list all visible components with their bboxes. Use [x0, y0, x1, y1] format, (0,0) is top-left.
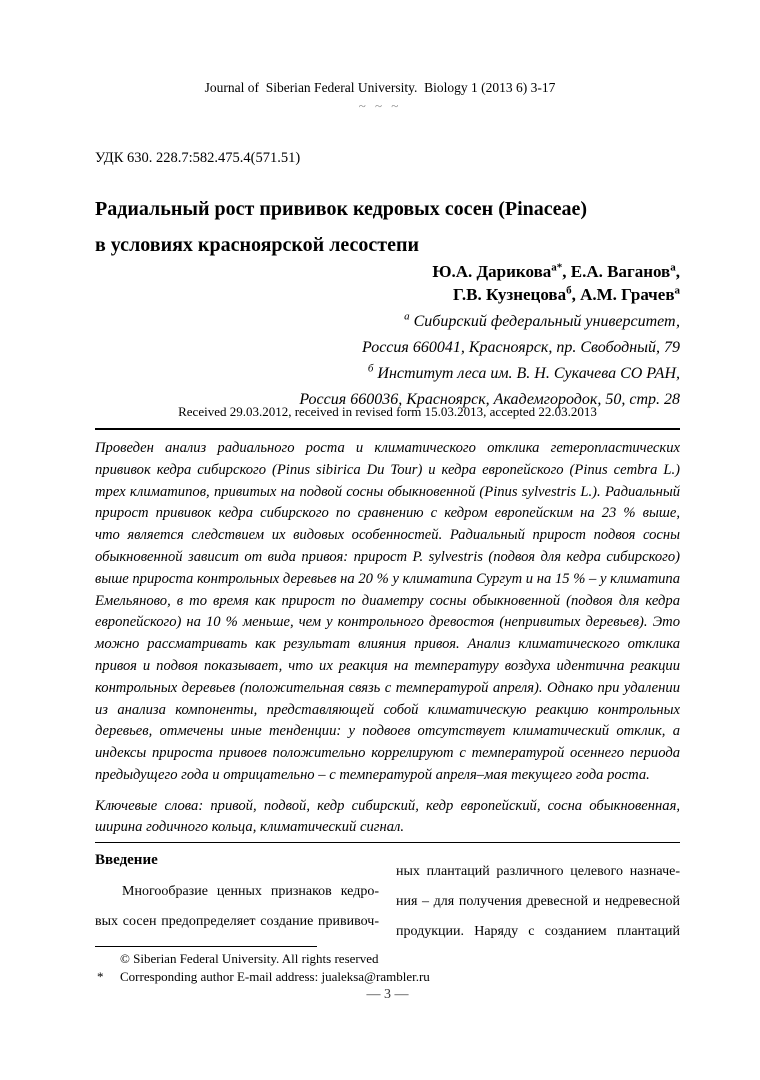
- abstract-line: предыдущего года и отрицательно – с температурой апреля–мая текущего года роста.: [95, 766, 650, 783]
- author-affiliation-mark: а: [674, 284, 680, 297]
- body-text-line: Многообразие ценных признаков кедро-: [122, 884, 379, 899]
- body-text-line: ния – для получения древесной и недревесной: [396, 894, 680, 909]
- abstract-line: Проведен анализ радиального роста и климатического отклика гетеропластических: [95, 440, 680, 456]
- abstract-line: из анализа компоненты, представляющей собой климатическую реакцию контрольных: [95, 701, 680, 718]
- affiliation-line: [95, 361, 680, 387]
- affiliation-text: Институт леса им. В. Н. Сукачева СО РАН,: [377, 365, 680, 382]
- abstract-line: трех климатипов, привитых на подвой сосны обыкновенной (Pinus sylvestris L.). Радиальный: [95, 483, 680, 500]
- page-number: — 3 —: [366, 987, 409, 1002]
- footnote-asterisk: *: [97, 969, 104, 984]
- abstract-line: обыкновенной зависит от вида привоя: прирост P. sylvestris (подвоя для кедра сибирского): [95, 548, 680, 565]
- abstract-line: деревьев, отмечены иные тенденции: у подвоев отсутствует климатический отклик, а: [95, 723, 680, 740]
- copyright-notice: © Siberian Federal University. All rights reserved: [120, 951, 379, 966]
- author-name: А.М. Грачев: [580, 285, 675, 304]
- udc-code: УДК 630. 228.7:582.475.4(571.51): [95, 150, 301, 166]
- article-title: [95, 191, 680, 263]
- affiliation-line: Россия 660036, Красноярск, Академгородок, 50, стр. 28: [299, 391, 680, 408]
- abstract: [95, 428, 680, 787]
- author-affiliation-mark: б: [566, 284, 572, 297]
- authors-line2: [95, 283, 680, 306]
- author-affiliation-mark: а: [670, 261, 676, 274]
- affiliation-mark: б: [367, 362, 374, 375]
- keywords-line: Ключевые слова: привой, подвой, кедр сибирский, кедр европейский, сосна обыкновенная,: [95, 798, 680, 814]
- abstract-line: привоя и подвоя показывает, что их реакция на температуру воздуха идентична реакции: [95, 657, 680, 674]
- author-name: Е.А. Ваганов: [570, 262, 671, 281]
- abstract-line: прирост прививок кедра сибирского по сравнению с кедром европейским на 23 % выше,: [95, 505, 680, 522]
- intro-column-left: [95, 852, 379, 937]
- abstract-line: контрольных деревьев (положительная связь с температурой апреля). Однако при удалении: [95, 679, 680, 696]
- article-title-line2: в условиях красноярской лесостепи: [95, 234, 420, 256]
- intro-left-text: [95, 877, 379, 937]
- abstract-line: выше прироста контрольных деревьев на 20 % у климатипа Сургут и на 15 % – у климатипа: [95, 570, 680, 587]
- keywords: [95, 796, 680, 838]
- author-name: Ю.А. Дарикова: [432, 262, 552, 281]
- abstract-line: что является следствием их видовых особенностей. Радиальный прирост подвоя сосны: [95, 527, 680, 544]
- affiliation-mark: а: [404, 310, 410, 323]
- section-heading-introduction: Введение: [95, 852, 158, 868]
- intro-column-right: [396, 857, 680, 947]
- author-separator: ,: [571, 285, 581, 304]
- author-separator: ,: [562, 262, 571, 281]
- affiliations-block: [95, 309, 680, 413]
- abstract-line: Емельяново, в то время как прирост по диаметру сосны обыкновенной (подвоя для кедра: [95, 592, 680, 609]
- abstract-line: европейского) на 10 % меньше, чем у контрольного древостоя (непривитых деревьев). Это: [95, 614, 680, 631]
- section-divider: [95, 842, 680, 843]
- keywords-line: ширина годичного кольца, климатический сигнал.: [95, 819, 405, 835]
- affiliation-text: Сибирский федеральный университет,: [413, 313, 680, 330]
- abstract-line: можно рассматривать как результат влияния привоя. Анализ климатического отклика: [95, 636, 680, 653]
- received-dates: Received 29.03.2012, received in revised form 15.03.2013, accepted 22.03.2013: [178, 404, 597, 419]
- abstract-line: прививок кедра сибирского (Pinus sibirica Du Tour) и кедра европейского (Pinus cembra L.): [95, 461, 680, 478]
- author-separator: ,: [675, 262, 680, 281]
- footnote-divider: [95, 946, 317, 947]
- body-text-line: вых сосен предопределяет создание прививоч-: [95, 914, 379, 929]
- body-text-line: продукции. Наряду с созданием плантаций: [396, 924, 680, 939]
- journal-header: Journal of Siberian Federal University. Biology 1 (2013 6) 3-17: [204, 80, 556, 95]
- header-ornament: ~ ~ ~: [358, 98, 402, 113]
- author-name: Г.В. Кузнецова: [452, 285, 567, 304]
- authors-line1: [95, 260, 680, 283]
- body-text-line: ных плантаций различного целевого назначе-: [396, 864, 680, 879]
- affiliation-line: Россия 660041, Красноярск, пр. Свободный, 79: [362, 339, 680, 356]
- author-affiliation-mark: а*: [551, 261, 563, 274]
- affiliation-line: [95, 309, 680, 335]
- authors-block: [95, 260, 680, 306]
- article-title-line1: Радиальный рост прививок кедровых сосен (Pinaceae): [95, 198, 588, 220]
- corresponding-author-note: Corresponding author E-mail address: jualeksa@rambler.ru: [120, 969, 430, 984]
- abstract-line: индексы прироста привоев положительно коррелируют с температурой осеннего периода: [95, 745, 680, 762]
